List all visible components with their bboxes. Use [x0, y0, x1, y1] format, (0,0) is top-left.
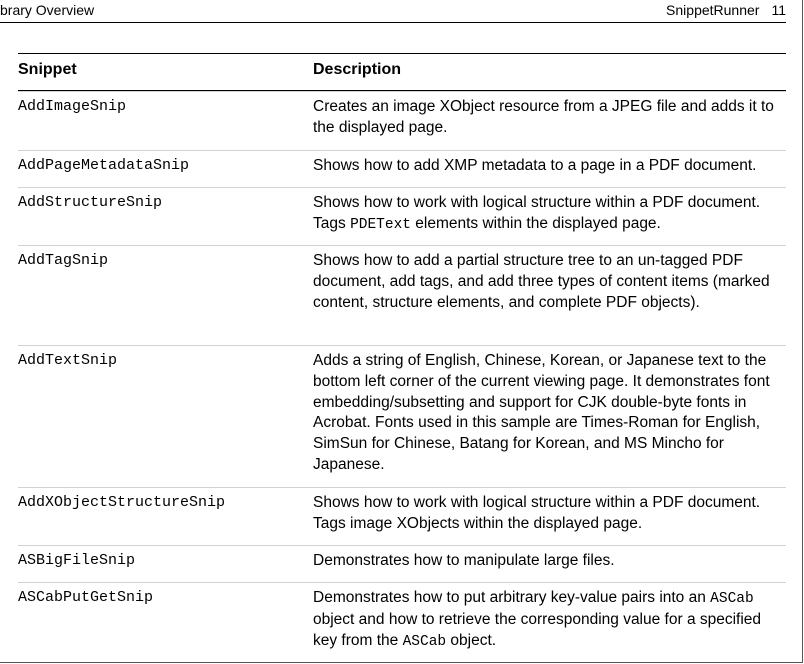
snippet-description	[313, 156, 783, 177]
column-header-description: Description	[313, 61, 402, 78]
table-row	[18, 345, 786, 487]
description-text: object.	[446, 631, 497, 649]
description-text: Shows how to work with logical structure within a PDF document. Tags image XObjects within the displayed page.	[313, 494, 761, 532]
snippet-name: AddPageMetadataSnip	[18, 157, 190, 174]
code-term: ASCab	[402, 633, 447, 650]
table-row	[18, 245, 786, 345]
snippet-name: ASCabPutGetSnip	[18, 589, 154, 606]
snippet-name: AddImageSnip	[18, 98, 127, 115]
header-right	[666, 0, 786, 20]
code-term: PDEText	[350, 216, 411, 233]
table-row	[18, 91, 786, 150]
chapter-title: brary Overview	[0, 2, 95, 18]
column-header-snippet: Snippet	[18, 61, 77, 78]
description-text: Shows how to work with logical structure within a PDF document. Tags	[313, 194, 761, 232]
snippet-description	[313, 193, 783, 236]
description-text: Demonstrates how to put arbitrary key-value pairs into an	[313, 589, 711, 606]
snippet-name: ASBigFileSnip	[18, 552, 136, 569]
table-body	[18, 91, 786, 661]
table-row	[18, 150, 786, 187]
description-text: Demonstrates how to manipulate large files.	[313, 552, 615, 569]
snippet-name: AddTagSnip	[18, 252, 109, 269]
snippet-name: AddStructureSnip	[18, 194, 163, 211]
description-text: Creates an image XObject resource from a JPEG file and adds it to the displayed page.	[313, 98, 774, 136]
table-row	[18, 487, 786, 545]
table-row	[18, 187, 786, 245]
description-text: Shows how to add a partial structure tree to an un-tagged PDF document, add tags, and add three types of content items (marked content, structure elements, and complete PDF objects).	[313, 252, 770, 311]
description-text: Shows how to add XMP metadata to a page in a PDF document.	[313, 157, 757, 174]
snippet-table	[18, 53, 786, 661]
snippet-description	[313, 97, 783, 139]
table-row	[18, 582, 786, 661]
table-header-row	[18, 53, 786, 91]
snippet-description	[313, 251, 783, 313]
description-text: object and how to retrieve the corresponding value for a specified key from the	[313, 610, 762, 649]
snippet-description	[313, 351, 783, 476]
table-row	[18, 545, 786, 582]
snippet-description	[313, 588, 783, 652]
code-term: ASCab	[710, 591, 754, 607]
snippet-name: AddXObjectStructureSnip	[18, 494, 226, 511]
snippet-description	[313, 551, 783, 572]
snippet-description	[313, 493, 783, 535]
description-text: elements within the displayed page.	[410, 214, 661, 232]
document-title: SnippetRunner	[666, 2, 760, 18]
page-header	[0, 0, 786, 23]
page-number: 11	[771, 2, 786, 18]
description-text: Adds a string of English, Chinese, Korean, or Japanese text to the bottom left corner of the current viewing page. It demonstrates font embedding/subsetting and support for CJK double-byte fonts in Acrobat. Fonts used in this sample are Times-Roman for English, SimSun for Chinese, Batang for Korean, and MS Mincho for Japanese.	[313, 352, 770, 473]
snippet-name: AddTextSnip	[18, 352, 118, 369]
